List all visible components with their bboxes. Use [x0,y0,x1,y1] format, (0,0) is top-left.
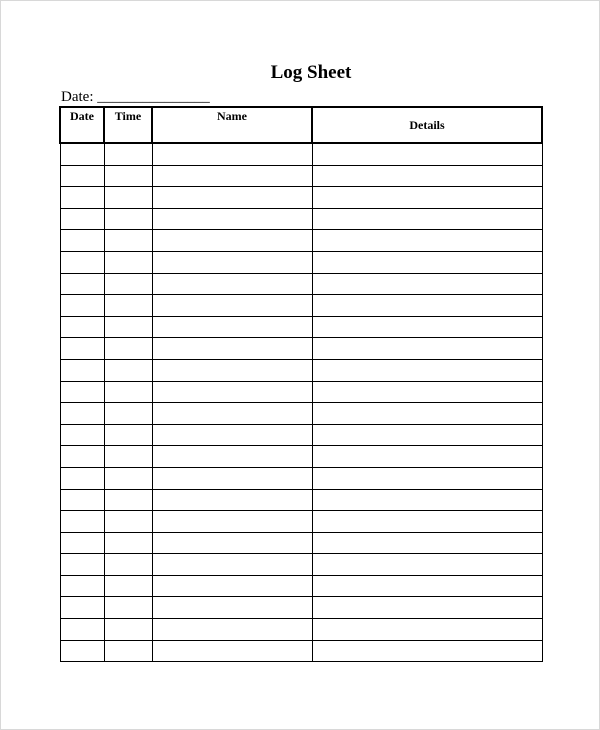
date-cell[interactable] [60,316,104,338]
name-cell[interactable] [152,338,312,360]
name-cell[interactable] [152,403,312,425]
name-cell[interactable] [152,165,312,187]
time-cell[interactable] [104,143,152,165]
table-row [60,316,542,338]
details-cell[interactable] [312,143,542,165]
table-row [60,295,542,317]
table-row [60,575,542,597]
details-cell[interactable] [312,381,542,403]
column-header-name: Name [152,107,312,143]
date-cell[interactable] [60,143,104,165]
time-cell[interactable] [104,489,152,511]
name-cell[interactable] [152,532,312,554]
date-cell[interactable] [60,554,104,576]
table-row [60,511,542,533]
name-cell[interactable] [152,489,312,511]
table-row [60,273,542,295]
table-row [60,208,542,230]
time-cell[interactable] [104,165,152,187]
table-row [60,251,542,273]
name-cell[interactable] [152,295,312,317]
date-cell[interactable] [60,640,104,662]
details-cell[interactable] [312,554,542,576]
time-cell[interactable] [104,424,152,446]
table-row [60,165,542,187]
date-cell[interactable] [60,230,104,252]
date-cell[interactable] [60,273,104,295]
table-row [60,554,542,576]
time-cell[interactable] [104,359,152,381]
date-cell[interactable] [60,467,104,489]
table-row [60,446,542,468]
table-row [60,424,542,446]
details-cell[interactable] [312,467,542,489]
details-cell[interactable] [312,338,542,360]
table-row [60,619,542,641]
time-cell[interactable] [104,187,152,209]
table-row [60,338,542,360]
table-row [60,187,542,209]
time-cell[interactable] [104,554,152,576]
time-cell[interactable] [104,338,152,360]
details-cell[interactable] [312,597,542,619]
date-cell[interactable] [60,403,104,425]
date-cell[interactable] [60,489,104,511]
details-cell[interactable] [312,316,542,338]
details-cell[interactable] [312,575,542,597]
table-row [60,359,542,381]
date-cell[interactable] [60,187,104,209]
name-cell[interactable] [152,143,312,165]
name-cell[interactable] [152,208,312,230]
time-cell[interactable] [104,230,152,252]
name-cell[interactable] [152,597,312,619]
time-cell[interactable] [104,381,152,403]
date-cell[interactable] [60,295,104,317]
details-cell[interactable] [312,446,542,468]
name-cell[interactable] [152,511,312,533]
date-cell[interactable] [60,165,104,187]
table-row [60,381,542,403]
time-cell[interactable] [104,597,152,619]
table-body [60,143,542,662]
table-row [60,489,542,511]
name-cell[interactable] [152,575,312,597]
details-cell[interactable] [312,273,542,295]
details-cell[interactable] [312,230,542,252]
date-cell[interactable] [60,511,104,533]
date-cell[interactable] [60,251,104,273]
date-field[interactable]: Date: _______________ [61,89,210,105]
date-cell[interactable] [60,208,104,230]
name-cell[interactable] [152,424,312,446]
column-header-time: Time [104,107,152,143]
name-cell[interactable] [152,273,312,295]
date-cell[interactable] [60,532,104,554]
date-cell[interactable] [60,619,104,641]
table-row [60,597,542,619]
date-cell[interactable] [60,446,104,468]
table-row [60,403,542,425]
name-cell[interactable] [152,467,312,489]
table-header-row [60,107,542,143]
name-cell[interactable] [152,187,312,209]
name-cell[interactable] [152,554,312,576]
time-cell[interactable] [104,295,152,317]
name-cell[interactable] [152,381,312,403]
time-cell[interactable] [104,316,152,338]
name-cell[interactable] [152,316,312,338]
details-cell[interactable] [312,251,542,273]
table-row [60,143,542,165]
date-cell[interactable] [60,597,104,619]
time-cell[interactable] [104,640,152,662]
name-cell[interactable] [152,619,312,641]
time-cell[interactable] [104,273,152,295]
details-cell[interactable] [312,619,542,641]
time-cell[interactable] [104,446,152,468]
table-row [60,230,542,252]
details-cell[interactable] [312,208,542,230]
details-cell[interactable] [312,295,542,317]
time-cell[interactable] [104,208,152,230]
time-cell[interactable] [104,575,152,597]
details-cell[interactable] [312,489,542,511]
details-cell[interactable] [312,511,542,533]
details-cell[interactable] [312,187,542,209]
date-cell[interactable] [60,338,104,360]
details-cell[interactable] [312,165,542,187]
time-cell[interactable] [104,251,152,273]
name-cell[interactable] [152,251,312,273]
details-cell[interactable] [312,403,542,425]
details-cell[interactable] [312,424,542,446]
details-cell[interactable] [312,532,542,554]
log-table [59,106,543,662]
details-cell[interactable] [312,640,542,662]
date-cell[interactable] [60,575,104,597]
time-cell[interactable] [104,532,152,554]
time-cell[interactable] [104,467,152,489]
table-row [60,467,542,489]
date-cell[interactable] [60,381,104,403]
table-row [60,532,542,554]
time-cell[interactable] [104,511,152,533]
page-title: Log Sheet [270,62,352,83]
table-row [60,640,542,662]
name-cell[interactable] [152,359,312,381]
date-cell[interactable] [60,424,104,446]
date-cell[interactable] [60,359,104,381]
column-header-details: Details [312,107,542,143]
name-cell[interactable] [152,230,312,252]
details-cell[interactable] [312,359,542,381]
column-header-date: Date [60,107,104,143]
name-cell[interactable] [152,640,312,662]
name-cell[interactable] [152,446,312,468]
time-cell[interactable] [104,403,152,425]
time-cell[interactable] [104,619,152,641]
